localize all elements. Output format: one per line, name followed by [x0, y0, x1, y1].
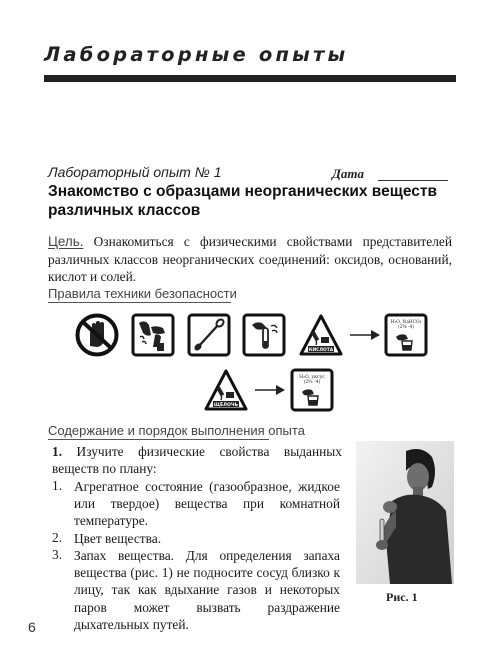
list-item-number: 2.	[52, 530, 63, 545]
neutralize-acid-icon	[384, 313, 428, 357]
goal-text: Ознакомиться с физическими свойствами представителей различных классов неорганических соединений: оксидов, оснований, кислот и солей.	[48, 234, 452, 284]
procedure-heading: Содержание и порядок выполнения опыта	[48, 423, 305, 438]
spatula-icon	[187, 313, 231, 357]
experiment-title: Знакомство с образцами неорганических веществ различных классов	[48, 183, 437, 219]
acid-warning-icon	[299, 313, 343, 357]
list-item: Агрегатное состояние (газообразное, жидкое или твердое) вещества при комнатной температуре.	[74, 479, 340, 529]
goal-label: Цель.	[48, 234, 84, 249]
date-label: Дата	[332, 166, 364, 181]
svg-text:(2% -4): (2% -4)	[303, 380, 321, 385]
svg-text:(2% -4): (2% -4)	[397, 325, 415, 330]
experiment-label: Лабораторный опыт № 1	[48, 164, 222, 180]
no-touch-icon	[75, 313, 119, 357]
step-intro	[52, 443, 342, 477]
header-rule	[44, 75, 456, 82]
list-item-number: 1.	[52, 478, 63, 493]
procedure-heading-underline	[48, 439, 269, 440]
arrow-right-icon	[350, 328, 380, 342]
svg-text:H₂O, NaHCO₃: H₂O, NaHCO₃	[390, 320, 422, 325]
page-number: 6	[28, 619, 36, 635]
step-number: 1.	[52, 444, 63, 459]
chapter-title: Лабораторные опыты	[44, 43, 349, 66]
svg-text:H₂O, уксус: H₂O, уксус	[299, 375, 325, 380]
figure-photo	[356, 441, 454, 584]
svg-text:ЩЁЛОЧЬ: ЩЁЛОЧЬ	[213, 403, 239, 408]
goal-paragraph	[48, 233, 452, 286]
test-tube-heating-icon	[242, 313, 286, 357]
list-item: Запах вещества. Для определения запаха вещества (рис. 1) не подносите сосуд близко к лицу, так как вдыхание газов и некоторых паров может вызвать раздражение дыхательных путей.	[74, 548, 340, 632]
arrow-right-icon	[255, 383, 285, 397]
neutralize-alkali-icon	[290, 368, 334, 412]
figure-caption: Рис. 1	[386, 590, 418, 604]
waft-smell-icon	[131, 313, 175, 357]
list-item-number: 3.	[52, 547, 63, 562]
step-text: Изучите физические свойства выданных веществ по плану:	[52, 444, 342, 477]
svg-text:КИСЛОТА: КИСЛОТА	[308, 348, 334, 353]
safety-heading-underline	[48, 302, 231, 303]
list-item: Цвет вещества.	[74, 531, 162, 546]
date-field-line[interactable]	[378, 180, 448, 181]
alkali-warning-icon	[204, 368, 248, 412]
safety-heading: Правила техники безопасности	[48, 286, 237, 301]
